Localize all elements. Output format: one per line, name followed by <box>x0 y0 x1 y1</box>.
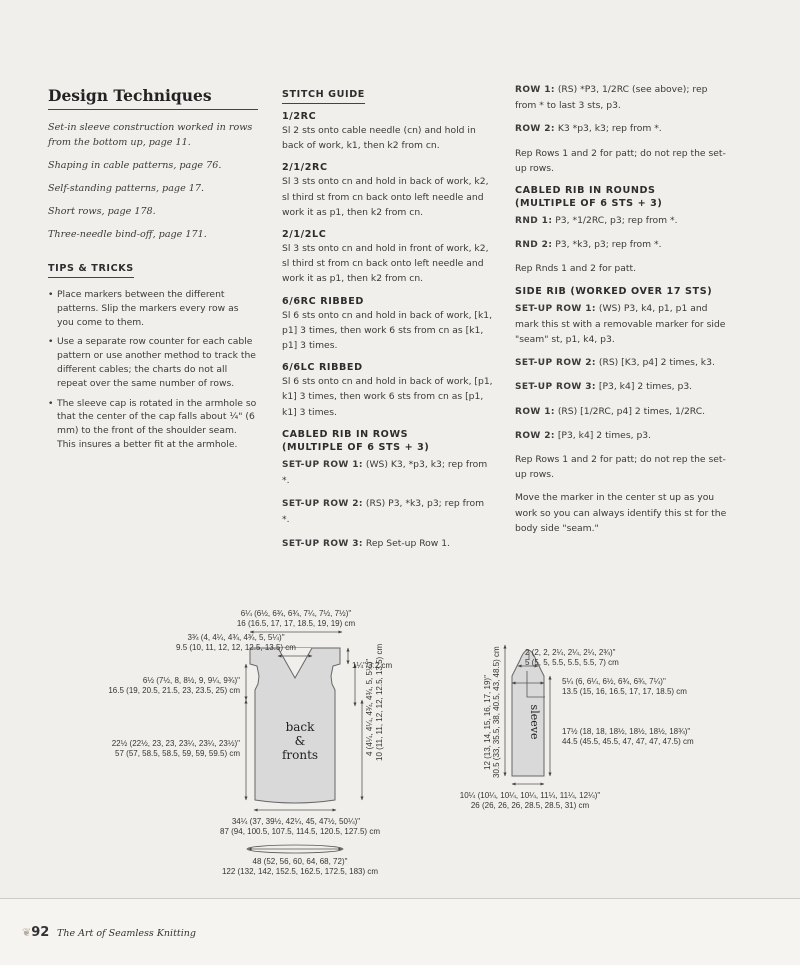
page-number-text: 92 <box>31 925 50 940</box>
hem-in: 48 (52, 56, 60, 64, 68, 72)" <box>252 857 348 866</box>
row-text: (RS) [1/2RC, p4] 2 times, 1/2RC. <box>557 405 706 417</box>
cabled-rib-rounds-title: CABLED RIB IN ROUNDS <box>515 185 656 197</box>
tips-list <box>48 288 258 452</box>
row-label: SET-UP ROW 1: <box>282 459 363 470</box>
schematic-diagram <box>0 590 800 890</box>
row-text: (RS) *P3, 1/2RC (see above); rep from * to last 3 sts, p3. <box>515 84 708 112</box>
row-label: ROW 2: <box>515 430 555 441</box>
column-middle <box>282 82 494 560</box>
row-text: (WS) P3, k4, p1, p1 and mark this st with a removable marker for side "seam" st, p1, k4, p3. <box>515 302 726 346</box>
leaf-ornament-icon: ❦ <box>22 926 32 939</box>
upper-arm-cm: 13.5 (15, 16, 16.5, 17, 17, 18.5) cm <box>562 687 687 696</box>
stitch-1-title: 1/2RC <box>282 111 317 122</box>
cap-cm: 5 (5, 5, 5.5, 5.5, 5.5, 7) cm <box>525 658 619 667</box>
stitch-guide-heading: STITCH GUIDE <box>282 88 365 104</box>
sleeve-vert-in: 12 (13, 14, 15, 16, 17, 19)" <box>483 675 492 770</box>
row-label: ROW 1: <box>515 406 555 417</box>
top-width-cm: 16 (16.5, 17, 17, 18.5, 19, 19) cm <box>236 619 356 628</box>
round-text: P3, *k3, p3; rep from *. <box>555 239 662 251</box>
tip-item: • Place markers between the different patterns. Slip the markers every row as you come to them. <box>48 288 258 329</box>
sleeve-length-cm: 44.5 (45.5, 45.5, 47, 47, 47, 47.5) cm <box>562 737 694 746</box>
vneck-depth-cm: 10 (11, 11, 12, 12, 12.5, 13.5) cm <box>375 643 384 761</box>
row-label: SET-UP ROW 3: <box>515 382 596 393</box>
sleeve-label: sleeve <box>528 704 541 740</box>
top-width-in: 6¼ (6½, 6¾, 6¾, 7¼, 7½, 7½)" <box>240 609 352 618</box>
vneck-depth-in: 4 (4¼, 4¼, 4¾, 4¾, 5, 5¼)" <box>365 658 374 756</box>
round-label: RND 1: <box>515 216 553 227</box>
tips-heading: TIPS & TRICKS <box>48 262 134 278</box>
stitch-5-body: Sl 6 sts onto cn and hold in back of work, [p1, k1] 3 times, then work 6 sts from cn as [p1, k1] 3 times. <box>282 376 493 418</box>
width-in: 34¼ (37, 39½, 42¼, 45, 47½, 50¼)" <box>231 817 361 826</box>
design-item: Self-standing patterns, page 17. <box>48 183 205 194</box>
cuff-cm: 26 (26, 26, 26, 28.5, 28.5, 31) cm <box>470 801 590 810</box>
row-text: K3 *p3, k3; rep from *. <box>557 123 662 135</box>
running-title: The Art of Seamless Knitting <box>57 928 196 939</box>
repeat-note: Rep Rows 1 and 2 for patt; do not rep the set-up rows. <box>515 454 726 481</box>
stitch-2-body: Sl 3 sts onto cn and hold in back of work, k2, sl third st from cn back onto left needle and work it as p1, then k2 from cn. <box>282 176 489 218</box>
armhole-cm: 16.5 (19, 20.5, 21.5, 23, 23.5, 25) cm <box>108 686 240 695</box>
design-techniques-heading: Design Techniques <box>48 86 258 110</box>
marker-note: Move the marker in the center st up as you work so you can always identify this st for the body side "seam." <box>515 492 727 534</box>
tip-item: • The sleeve cap is rotated in the armhole so that the center of the cap falls about ¼" (6 mm) to the front of the shoulder seam. This insures a better fit at the armhole. <box>48 397 258 452</box>
row-text: [P3, k4] 2 times, p3. <box>557 429 652 441</box>
stitch-2-title: 2/1/2RC <box>282 162 328 174</box>
design-item: Three-needle bind-off, page 171. <box>48 229 207 240</box>
design-item: Set-in sleeve construction worked in rows from the bottom up, page 11. <box>48 122 253 148</box>
stitch-4-title: 6/6RC RIBBED <box>282 295 364 307</box>
row-label: SET-UP ROW 2: <box>282 499 363 510</box>
page-number <box>22 925 49 940</box>
repeat-note: Rep Rnds 1 and 2 for patt. <box>515 263 636 275</box>
design-item: Shaping in cable patterns, page 76. <box>48 160 222 171</box>
row-label: SET-UP ROW 1: <box>515 303 596 314</box>
shoulder-drop: 1¼"/3.2 cm <box>352 661 393 670</box>
side-length-cm: 57 (57, 58.5, 58.5, 59, 59, 59.5) cm <box>115 749 240 758</box>
cabled-rib-rounds-subtitle: (MULTIPLE OF 6 STS + 3) <box>515 198 663 210</box>
body-label-back: back <box>285 720 315 734</box>
hem-cm: 122 (132, 142, 152.5, 162.5, 172.5, 183) cm <box>221 867 379 876</box>
cuff-in: 10¼ (10¼, 10¼, 10¼, 11¼, 11¼, 12¼)" <box>459 791 601 800</box>
stitch-1-body: Sl 2 sts onto cable needle (cn) and hold in back of work, k1, then k2 from cn. <box>282 125 476 152</box>
upper-arm-in: 5¼ (6, 6¼, 6½, 6¾, 6¾, 7¼)" <box>562 677 666 686</box>
side-rib-title: SIDE RIB (WORKED OVER 17 STS) <box>515 285 713 297</box>
column-left <box>48 82 258 458</box>
repeat-note: Rep Rows 1 and 2 for patt; do not rep the set-up rows. <box>515 147 726 174</box>
row-label: SET-UP ROW 3: <box>282 538 363 549</box>
body-label-amp: & <box>294 734 306 748</box>
round-label: RND 2: <box>515 240 553 251</box>
stitch-4-body: Sl 6 sts onto cn and hold in back of work, [k1, p1] 3 times, then work 6 sts from cn as [k1, p1] 3 times. <box>282 309 493 352</box>
row-text: (WS) K3, *p3, k3; rep from *. <box>282 458 488 487</box>
stitch-3-body: Sl 3 sts onto cn and hold in front of work, k2, sl third st from cn back onto left needle and work it as p1, then k2 from cn. <box>282 243 489 285</box>
stitch-5-title: 6/6LC RIBBED <box>282 362 363 374</box>
row-label: ROW 2: <box>515 124 555 135</box>
row-label: SET-UP ROW 2: <box>515 358 596 369</box>
row-text: [P3, k4] 2 times, p3. <box>598 381 693 393</box>
neck-width-in: 3¾ (4, 4¼, 4¾, 4¾, 5, 5¼)" <box>187 633 285 642</box>
width-cm: 87 (94, 100.5, 107.5, 114.5, 120.5, 127.5) cm <box>220 827 380 836</box>
tip-item: • Use a separate row counter for each cable pattern or use another method to track the different cables; the charts do not all repeat over the same number of rows. <box>48 335 258 390</box>
cabled-rib-rows-subtitle: (MULTIPLE OF 6 STS + 3) <box>282 441 430 453</box>
sleeve-vert-cm: 30.5 (33, 35.5, 38, 40.5, 43, 48.5) cm <box>492 646 501 778</box>
armhole-in: 6½ (7½, 8, 8½, 9, 9¼, 9¾)" <box>142 676 240 685</box>
sleeve-length-in: 17½ (18, 18, 18½, 18½, 18½, 18¾)" <box>562 727 691 736</box>
row-text: (RS) [K3, p4] 2 times, k3. <box>598 357 715 369</box>
stitch-3-title: 2/1/2LC <box>282 229 327 241</box>
cabled-rib-rows-title: CABLED RIB IN ROWS <box>282 428 409 440</box>
row-label: ROW 1: <box>515 85 555 95</box>
round-text: P3, *1/2RC, p3; rep from *. <box>555 215 678 227</box>
design-item: Short rows, page 178. <box>48 206 156 217</box>
body-label-fronts: fronts <box>281 748 319 762</box>
side-length-in: 22½ (22½, 23, 23, 23¼, 23¼, 23½)" <box>111 739 240 748</box>
neck-width-cm: 9.5 (10, 11, 12, 12, 12.5, 13.5) cm <box>176 643 296 652</box>
cap-in: 2 (2, 2, 2¼, 2¼, 2¼, 2¾)" <box>525 648 616 657</box>
column-right <box>515 82 730 544</box>
row-text: (RS) P3, *k3, p3; rep from *. <box>282 498 485 526</box>
row-text: Rep Set-up Row 1. <box>365 537 451 549</box>
